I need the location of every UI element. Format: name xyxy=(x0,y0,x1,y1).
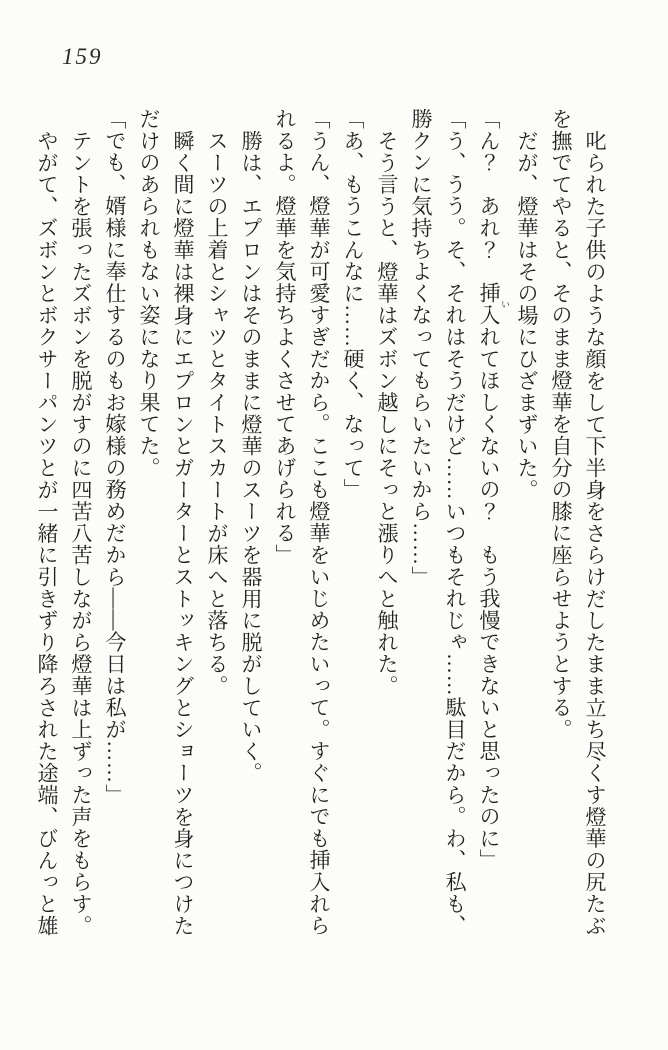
page-number: 159 xyxy=(62,44,103,69)
vertical-text-block xyxy=(30,108,612,988)
text-column-14: だけのあられもない姿になり果てた。 xyxy=(137,108,161,479)
text-column-4: 「ん？ あれ？ 挿入 いれてほしくないの？ もう我慢できないと思ったのに」 xyxy=(477,108,510,872)
text-column-15: 「でも、婿様に奉仕するのもお嫁様の務めだから――今日は私が……」 xyxy=(103,108,127,806)
text-column-10: れるよ。燈華を気持ちよくさせてあげられる」 xyxy=(273,108,297,566)
text-column-6: 勝クンに気持ちよくなってもらいたいから……」 xyxy=(409,108,433,588)
text-column-7: そう言うと、燈華はズボン越しにそっと漲りへと触れた。 xyxy=(375,130,399,697)
text-column-12: スーツの上着とシャツとタイトスカートが床へと落ちる。 xyxy=(205,130,229,697)
text-column-8: 「あ、もうこんなに……硬く、なって」 xyxy=(341,108,365,501)
text-column-11: 勝は、エプロンはそのままに燈華のスーツを器用に脱がしていく。 xyxy=(239,130,263,784)
text-column-5: 「う、うう。そ、それはそうだけど……いつもそれじゃ……駄目だから。わ、私も、 xyxy=(443,108,467,937)
text-column-3: だが、燈華はその場にひざまずいた。 xyxy=(515,130,539,501)
text-column-17: やがて、ズボンとボクサーパンツとが一緒に引きずり降ろされた途端、びんっと雄 xyxy=(35,130,59,937)
text-column-16: テントを張ったズボンを脱がすのに四苦八苦しながら燈華は上ずった声をもらす。 xyxy=(69,130,93,937)
text-column-13: 瞬く間に燈華は裸身にエプロンとガーターとストッキングとショーツを身につけた xyxy=(171,130,195,937)
furigana-ruby: 挿入 い xyxy=(477,282,510,327)
text-column-9: 「うん、燈華が可愛すぎだから。ここも燈華をいじめたいって。すぐにでも挿入れら xyxy=(307,108,331,937)
text-column-2: を撫でてやると、そのまま燈華を自分の膝に座らせようとする。 xyxy=(549,108,573,741)
text-column-1: 叱られた子供のような顔をして下半身をさらけだしたまま立ち尽くす燈華の尻たぶ xyxy=(583,130,607,937)
